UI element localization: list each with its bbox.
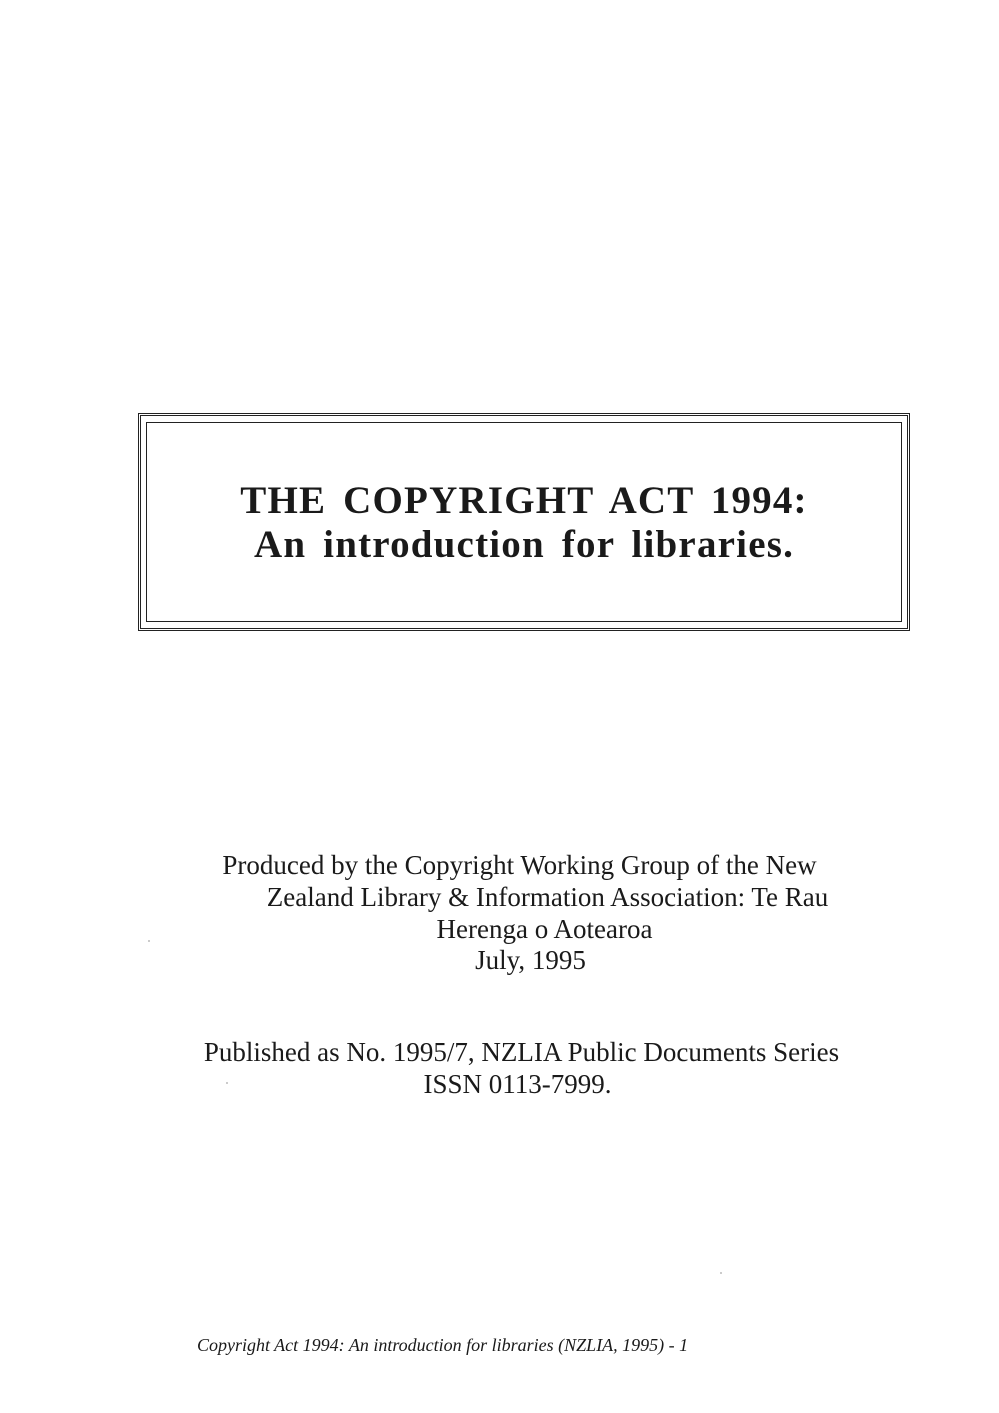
document-title: THE COPYRIGHT ACT 1994: [240, 479, 808, 522]
scan-speck [226, 1082, 228, 1084]
issn: ISSN 0113-7999. [423, 1069, 612, 1099]
produced-by-line-3: Herenga o Aotearoa [436, 914, 653, 944]
scan-speck [148, 940, 150, 942]
page-footer: Copyright Act 1994: An introduction for libraries (NZLIA, 1995) - 1 [197, 1335, 689, 1355]
document-subtitle: An introduction for libraries. [253, 523, 795, 566]
publication-series: Published as No. 1995/7, NZLIA Public Documents Series [203, 1037, 840, 1067]
scan-speck [720, 1272, 722, 1274]
produced-by-line-2: Zealand Library & Information Association: Te Rau [266, 882, 829, 912]
title-box [138, 413, 910, 631]
production-date: July, 1995 [475, 945, 586, 975]
produced-by-line-1: Produced by the Copyright Working Group of the New [222, 850, 817, 880]
